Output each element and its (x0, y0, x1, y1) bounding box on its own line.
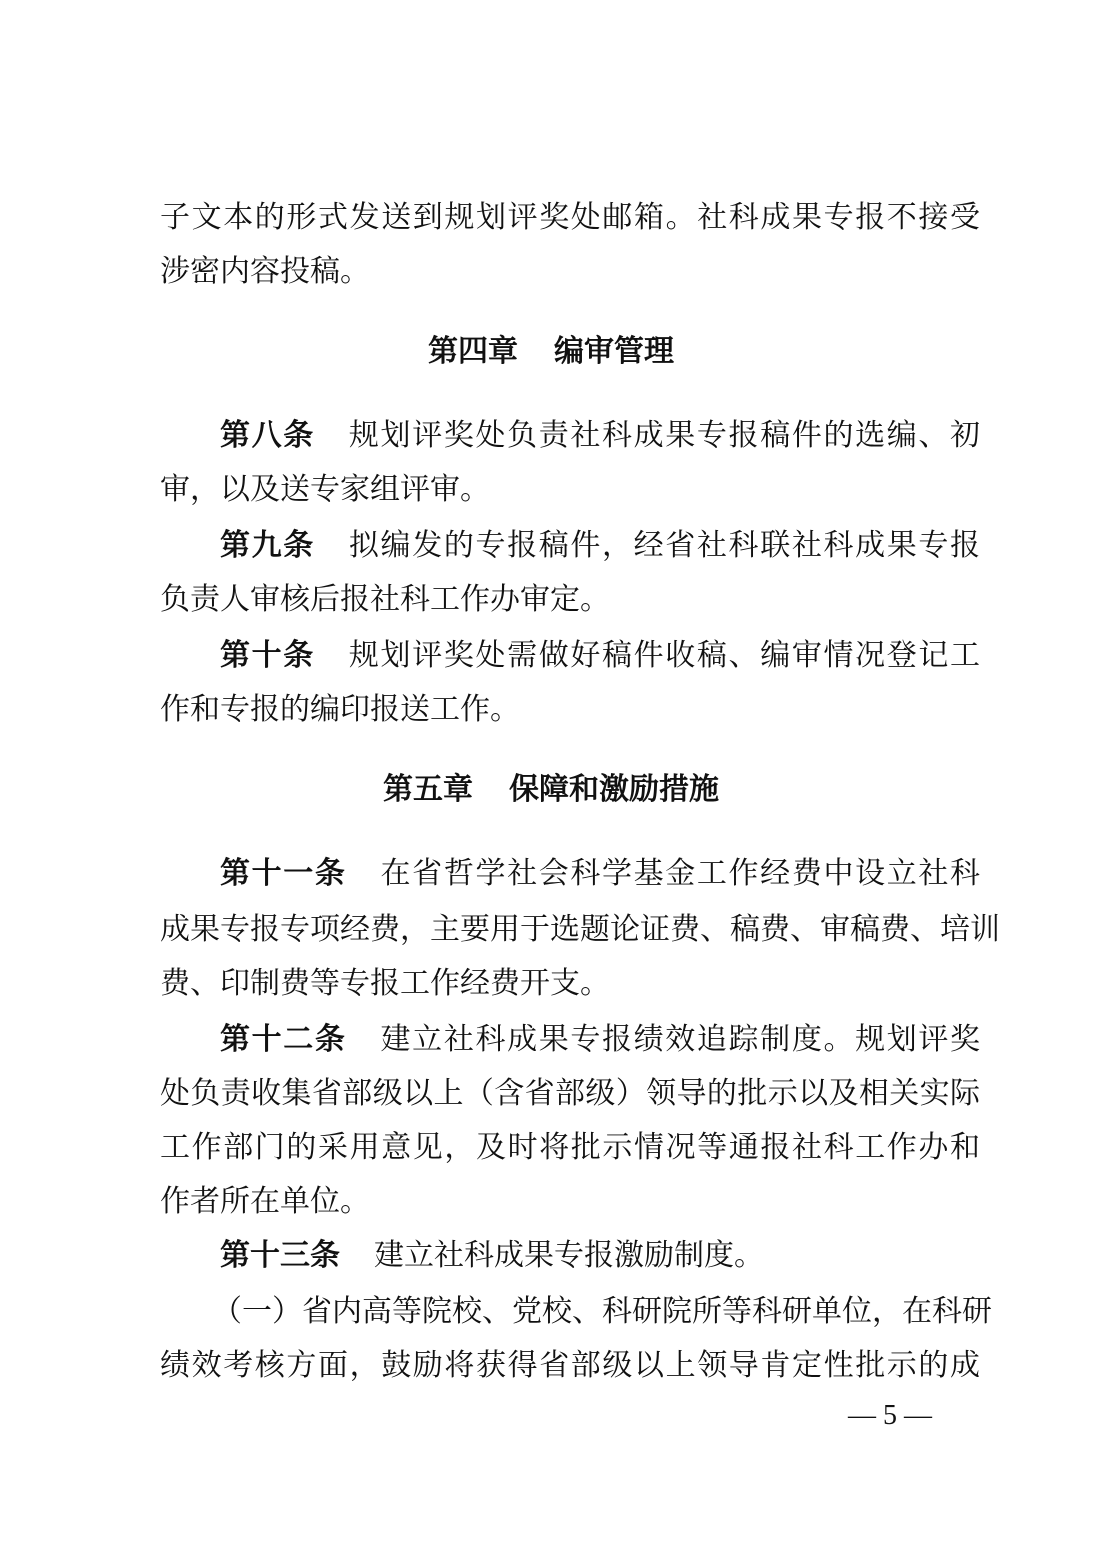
chapter-title: 编审管理 (554, 334, 674, 369)
paragraph-line: 作和专报的编印报送工作。 (160, 692, 520, 727)
paragraph-line: 审，以及送专家组评审。 (160, 472, 490, 507)
chapter-heading (0, 768, 1102, 812)
list-item: （一）省内高等院校、党校、科研院所等科研单位，在科研 (212, 1294, 992, 1329)
article-label: 第八条 (220, 418, 315, 453)
paragraph-line: 工作部门的采用意见，及时将批示情况等通报社科工作办和 (160, 1130, 980, 1165)
article-label: 第十二条 (220, 1022, 347, 1057)
paragraph-line: 成果专报专项经费，主要用于选题论证费、稿费、审稿费、培训 (160, 912, 1000, 947)
chapter-heading (0, 330, 1102, 374)
chapter-number: 第四章 (428, 334, 518, 369)
article-text: 规划评奖处负责社科成果专报稿件的选编、初 (348, 418, 981, 453)
chapter-number: 第五章 (383, 772, 473, 807)
article-label: 第九条 (220, 528, 315, 563)
article-9 (220, 524, 980, 568)
paragraph-line: 绩效考核方面，鼓励将获得省部级以上领导肯定性批示的成 (160, 1348, 980, 1383)
paragraph-line: 子文本的形式发送到规划评奖处邮箱。社科成果专报不接受 (160, 200, 980, 235)
article-label: 第十一条 (220, 856, 347, 891)
article-11 (220, 852, 980, 896)
article-text: 规划评奖处需做好稿件收稿、编审情况登记工 (348, 638, 981, 673)
chapter-title: 保障和激励措施 (509, 772, 719, 807)
article-12 (220, 1018, 980, 1062)
article-8 (220, 414, 980, 458)
paragraph-line: 涉密内容投稿。 (160, 254, 370, 289)
article-13 (220, 1234, 980, 1278)
article-label: 第十条 (220, 638, 315, 673)
page-number: — 5 — (848, 1400, 932, 1431)
article-text: 建立社科成果专报激励制度。 (374, 1238, 764, 1273)
paragraph-line: 处负责收集省部级以上（含省部级）领导的批示以及相关实际 (160, 1076, 980, 1111)
article-10 (220, 634, 980, 678)
paragraph-line: 负责人审核后报社科工作办审定。 (160, 582, 610, 617)
article-text: 拟编发的专报稿件，经省社科联社科成果专报 (348, 528, 981, 563)
article-text: 建立社科成果专报绩效追踪制度。规划评奖 (380, 1022, 981, 1057)
paragraph-line: 作者所在单位。 (160, 1184, 370, 1219)
paragraph-line: 费、印制费等专报工作经费开支。 (160, 966, 610, 1001)
article-label: 第十三条 (220, 1238, 340, 1273)
article-text: 在省哲学社会科学基金工作经费中设立社科 (380, 856, 981, 891)
